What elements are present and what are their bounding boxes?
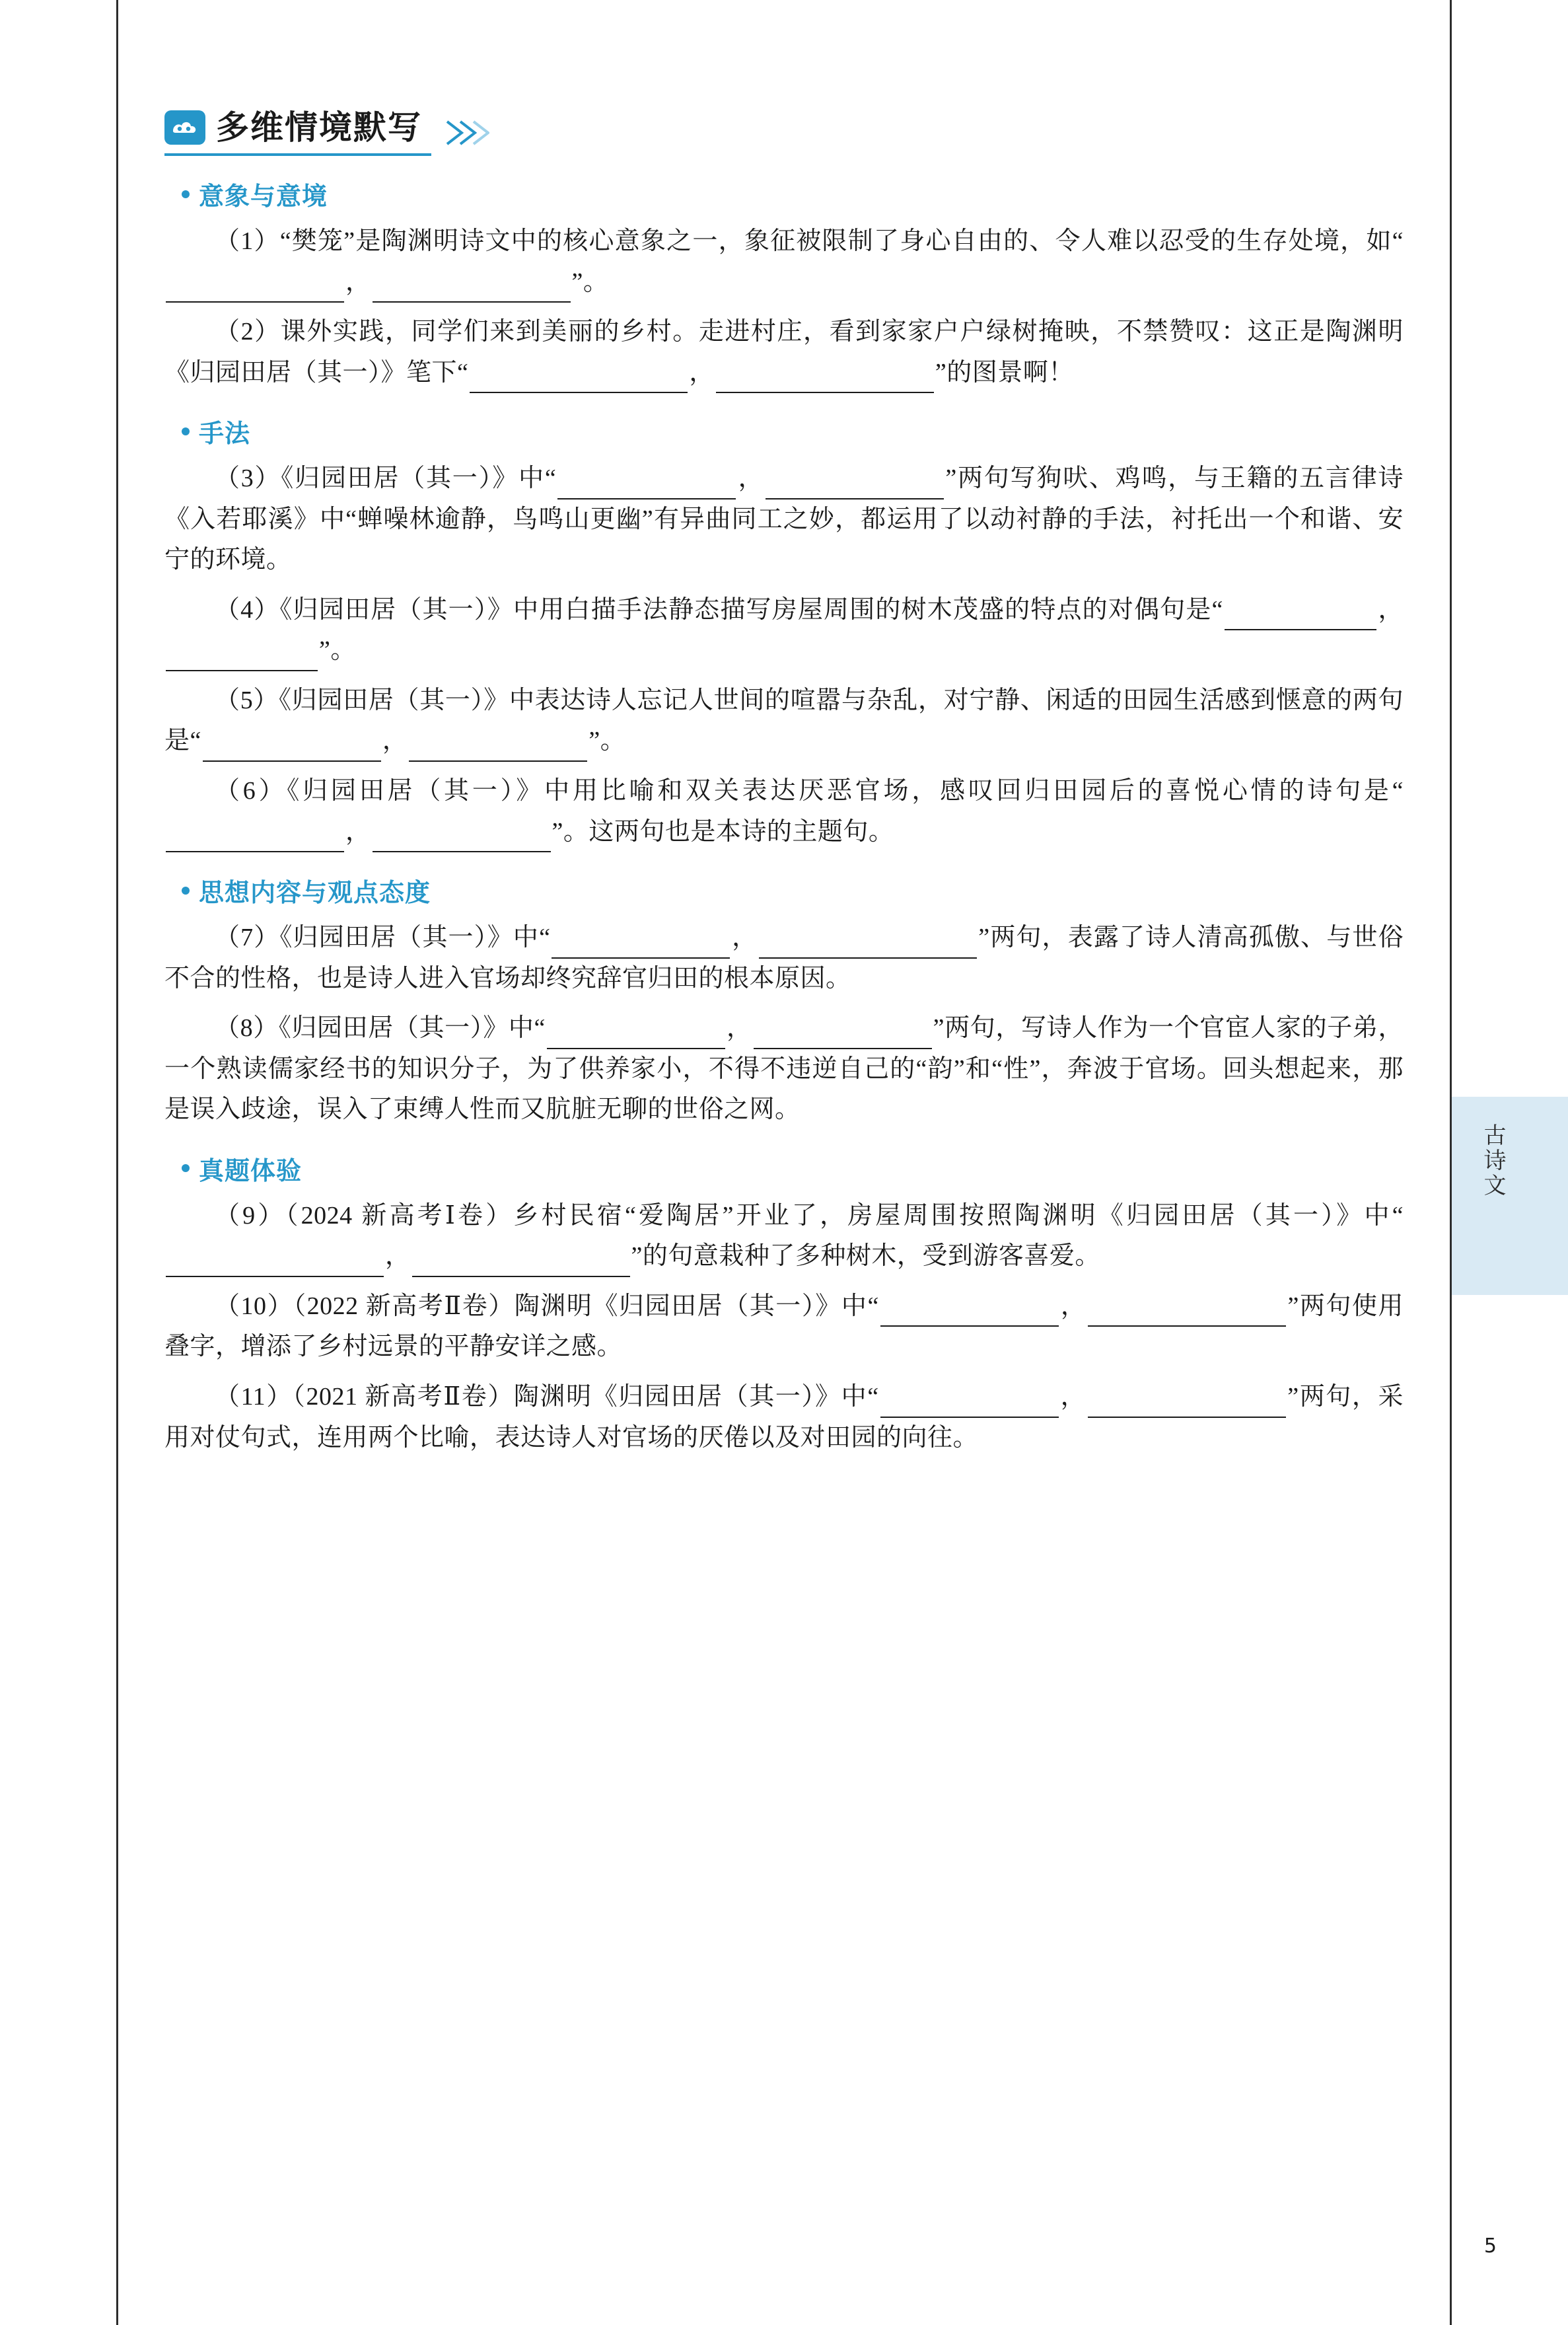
- answer-blank[interactable]: [166, 825, 344, 852]
- question-9-mid: ，: [385, 1242, 411, 1271]
- question-2: [164, 312, 1404, 393]
- bullet-dot-icon: [182, 887, 190, 895]
- category-thought: [182, 872, 1404, 908]
- question-11: [164, 1377, 1404, 1458]
- question-6-mid: ，: [345, 817, 371, 846]
- question-2-tail: ”的图景啊！: [935, 358, 1074, 387]
- question-2-lead: （2）课外实践，同学们来到美丽的乡村。走进村庄，看到家家户户绿树掩映，不禁赞叹：这正是陶渊明《归园田居（其一）》笔下“: [164, 318, 1404, 387]
- question-8-tail: ”两句，写诗人作为一个官宦人家的子弟，一个熟读儒家经书的知识分子，为了供养家小，不得不违逆自己的“韵”和“性”，奔波于官场。回头想起来，那是误入歧途，误入了束缚人性而又肮脏无聊的世俗之网。: [164, 1014, 1404, 1124]
- category-thought-label: 思想内容与观点态度: [199, 878, 431, 908]
- question-9-lead: （9）（2024 新高考Ⅰ卷）乡村民宿“爱陶居”开业了，房屋周围按照陶渊明《归园田居（其一）》中“: [215, 1201, 1404, 1230]
- question-7-tail: ”两句，表露了诗人清高孤傲、与世俗不合的性格，也是诗人进入官场却终究辞官归田的根本原因。: [164, 924, 1404, 992]
- question-3-tail: ”两句写狗吠、鸡鸣，与王籍的五言律诗《入若耶溪》中“蝉噪林逾静，鸟鸣山更幽”有异曲同工之妙，都运用了以动衬静的手法，衬托出一个和谐、安宁的环境。: [164, 464, 1404, 574]
- category-imagery-label: 意象与意境: [199, 182, 328, 211]
- question-5-tail: ”。: [588, 727, 626, 755]
- section-banner: [164, 99, 1404, 156]
- page-number: 5: [1483, 2234, 1497, 2258]
- question-3-mid: ，: [737, 464, 765, 493]
- question-1-tail: ”。: [571, 268, 609, 296]
- answer-blank[interactable]: [373, 825, 551, 852]
- question-8-lead: （8）《归园田居（其一）》中“: [215, 1014, 546, 1043]
- question-6-tail: ”。这两句也是本诗的主题句。: [552, 817, 894, 846]
- question-9-tail: ”的句意栽种了多种树木，受到游客喜爱。: [631, 1242, 1100, 1271]
- question-1-mid: ，: [345, 268, 371, 296]
- answer-blank[interactable]: [766, 472, 944, 499]
- question-7-mid: ，: [731, 924, 758, 952]
- question-10-lead: （10）（2022 新高考Ⅱ卷）陶渊明《归园田居（其一）》中“: [215, 1292, 879, 1320]
- answer-blank[interactable]: [880, 1300, 1059, 1327]
- question-4-tail: ”。: [319, 636, 356, 665]
- answer-blank[interactable]: [759, 931, 977, 959]
- question-8-mid: ，: [726, 1014, 752, 1043]
- cloud-badge-icon: [164, 110, 205, 145]
- side-tab-label: 古诗文: [1479, 1123, 1506, 1199]
- side-tab: [1452, 1097, 1568, 1295]
- answer-blank[interactable]: [470, 365, 688, 393]
- question-3: [164, 459, 1404, 581]
- question-1-lead: （1）“樊笼”是陶渊明诗文中的核心意象之一，象征被限制了身心自由的、令人难以忍受的生存处境，如“: [215, 227, 1404, 255]
- bullet-dot-icon: [182, 1164, 190, 1172]
- question-8: [164, 1008, 1404, 1130]
- question-5-mid: ，: [382, 727, 408, 755]
- answer-blank[interactable]: [754, 1021, 932, 1049]
- question-4-lead: （4）《归园田居（其一）》中用白描手法静态描写房屋周围的树木茂盛的特点的对偶句是“: [215, 595, 1223, 624]
- category-technique-label: 手法: [199, 419, 251, 449]
- answer-blank[interactable]: [1088, 1300, 1286, 1327]
- bullet-dot-icon: [182, 427, 190, 435]
- question-6-lead: （6）《归园田居（其一）》中用比喻和双关表达厌恶官场，感叹回归田园后的喜悦心情的诗句是“: [215, 777, 1404, 805]
- question-4-mid: ，: [1377, 595, 1404, 624]
- answer-blank[interactable]: [1088, 1390, 1286, 1418]
- category-exam-label: 真题体验: [199, 1156, 303, 1185]
- answer-blank[interactable]: [373, 275, 571, 303]
- answer-blank[interactable]: [166, 275, 344, 303]
- question-11-lead: （11）（2021 新高考Ⅱ卷）陶渊明《归园田居（其一）》中“: [215, 1383, 879, 1411]
- answer-blank[interactable]: [166, 644, 318, 671]
- answer-blank[interactable]: [557, 472, 736, 499]
- question-7: [164, 918, 1404, 999]
- question-7-lead: （7）《归园田居（其一）》中“: [215, 924, 551, 952]
- answer-blank[interactable]: [166, 1249, 384, 1277]
- question-11-tail: ”两句，采用对仗句式，连用两个比喻，表达诗人对官场的厌倦以及对田园的向往。: [164, 1383, 1404, 1452]
- question-10-mid: ，: [1059, 1292, 1087, 1320]
- question-10: [164, 1286, 1404, 1368]
- answer-blank[interactable]: [203, 734, 381, 762]
- answer-blank[interactable]: [552, 931, 730, 959]
- bullet-dot-icon: [182, 190, 190, 198]
- question-5: [164, 681, 1404, 762]
- question-6: [164, 771, 1404, 852]
- question-11-mid: ，: [1059, 1383, 1087, 1411]
- answer-blank[interactable]: [409, 734, 587, 762]
- question-1: [164, 221, 1404, 303]
- double-chevron-right-icon: [443, 116, 489, 149]
- section-title: 多维情境默写: [216, 108, 422, 147]
- question-4: [164, 590, 1404, 671]
- question-3-lead: （3）《归园田居（其一）》中“: [215, 464, 557, 493]
- question-2-mid: ，: [689, 358, 715, 387]
- category-technique: [182, 413, 1404, 449]
- answer-blank[interactable]: [412, 1249, 630, 1277]
- category-imagery: [182, 176, 1404, 212]
- answer-blank[interactable]: [716, 365, 934, 393]
- question-10-tail: ”两句使用叠字，增添了乡村远景的平静安详之感。: [164, 1292, 1404, 1361]
- answer-blank[interactable]: [880, 1390, 1059, 1418]
- page-content: [118, 0, 1450, 2325]
- question-5-lead: （5）《归园田居（其一）》中表达诗人忘记人世间的喧嚣与杂乱，对宁静、闲适的田园生活感到惬意的两句是“: [164, 686, 1404, 755]
- category-exam: [182, 1150, 1404, 1187]
- section-banner-box: [164, 107, 431, 156]
- answer-blank[interactable]: [547, 1021, 725, 1049]
- answer-blank[interactable]: [1225, 603, 1376, 630]
- question-9: [164, 1196, 1404, 1277]
